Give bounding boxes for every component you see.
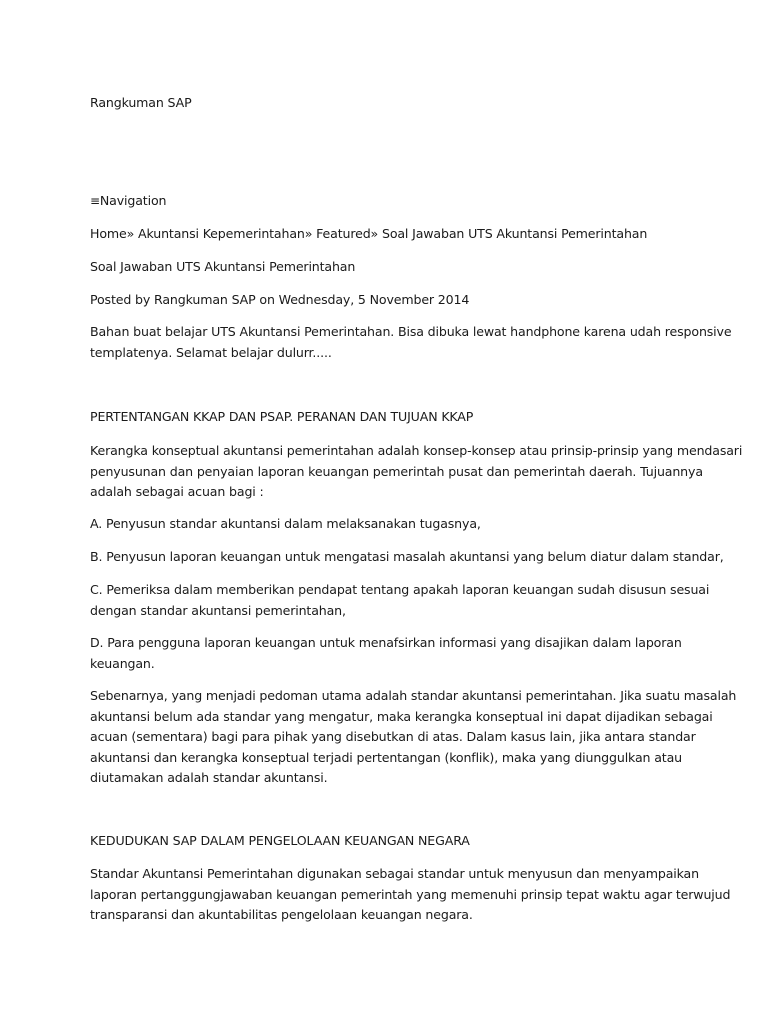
- navigation-toggle[interactable]: [90, 191, 166, 211]
- list-item-a: A. Penyusun standar akuntansi dalam melaksanakan tugasnya,: [90, 516, 481, 531]
- breadcrumb-separator: »: [126, 226, 139, 241]
- paragraph-sebenarnya: [90, 686, 737, 789]
- breadcrumb-category-akuntansi[interactable]: Akuntansi Kepemerintahan: [138, 226, 305, 241]
- text-line: Sebenarnya, yang menjadi pedoman utama adalah standar akuntansi pemerintahan. Jika suatu masalah: [90, 688, 737, 703]
- section-heading-kedudukan: KEDUDUKAN SAP DALAM PENGELOLAAN KEUANGAN NEGARA: [90, 833, 470, 848]
- text-line: transparansi dan akuntabilitas pengelolaan keuangan negara.: [90, 907, 473, 922]
- text-line: templatenya. Selamat belajar dulurr.....: [90, 344, 332, 360]
- breadcrumb-separator: »: [370, 226, 382, 241]
- text-line: akuntansi dan kerangka konseptual terjadi pertentangan (konflik), maka yang diunggulkan atau: [90, 749, 682, 765]
- breadcrumb-separator: »: [304, 226, 317, 241]
- text-line: Kerangka konseptual akuntansi pemerintahan adalah konsep-konsep atau prinsip-prinsip yang mendasari: [90, 443, 743, 458]
- breadcrumb-home[interactable]: Home: [90, 226, 127, 241]
- paragraph-kerangka: [90, 441, 743, 503]
- section-heading-kkap: PERTENTANGAN KKAP DAN PSAP. PERANAN DAN TUJUAN KKAP: [90, 409, 474, 424]
- paragraph-standar: [90, 864, 731, 926]
- text-line: dengan standar akuntansi pemerintahan,: [90, 602, 346, 618]
- navigation-label: Navigation: [99, 193, 167, 208]
- text-line: adalah sebagai acuan bagi :: [90, 484, 264, 499]
- post-intro: [90, 322, 732, 363]
- text-line: D. Para pengguna laporan keuangan untuk menafsirkan informasi yang disajikan dalam laporan: [90, 635, 682, 650]
- text-line: keuangan.: [90, 655, 155, 671]
- text-line: akuntansi belum ada standar yang mengatur, maka kerangka konseptual ini dapat dijadikan sebagai: [90, 708, 713, 724]
- menu-icon: ≡: [90, 194, 100, 208]
- list-item-b: B. Penyusun laporan keuangan untuk mengatasi masalah akuntansi yang belum diatur dalam standar,: [90, 549, 724, 564]
- site-title[interactable]: Rangkuman SAP: [90, 95, 192, 110]
- text-line: acuan (sementara) bagi para pihak yang disebutkan di atas. Dalam kasus lain, jika antara standar: [90, 729, 696, 744]
- post-title[interactable]: Soal Jawaban UTS Akuntansi Pemerintahan: [90, 259, 356, 274]
- text-line: penyusunan dan penyaian laporan keuangan pemerintah pusat dan pemerintah daerah. Tujuannya: [90, 463, 703, 479]
- text-line: laporan pertanggungjawaban keuangan pemerintah yang memenuhi prinsip tepat waktu agar terwujud: [90, 886, 731, 902]
- post-meta: Posted by Rangkuman SAP on Wednesday, 5 November 2014: [90, 292, 470, 307]
- text-line: C. Pemeriksa dalam memberikan pendapat tentang apakah laporan keuangan sudah disusun sesuai: [90, 582, 710, 597]
- list-item-c: [90, 580, 710, 621]
- text-line: diutamakan adalah standar akuntansi.: [90, 770, 328, 785]
- breadcrumb: [90, 224, 647, 244]
- text-line: Bahan buat belajar UTS Akuntansi Pemerintahan. Bisa dibuka lewat handphone karena udah responsive: [90, 324, 732, 339]
- text-line: Standar Akuntansi Pemerintahan digunakan sebagai standar untuk menyusun dan menyampaikan: [90, 866, 699, 881]
- breadcrumb-category-featured[interactable]: Featured: [316, 226, 371, 241]
- list-item-d: [90, 633, 690, 674]
- breadcrumb-current: Soal Jawaban UTS Akuntansi Pemerintahan: [381, 226, 648, 241]
